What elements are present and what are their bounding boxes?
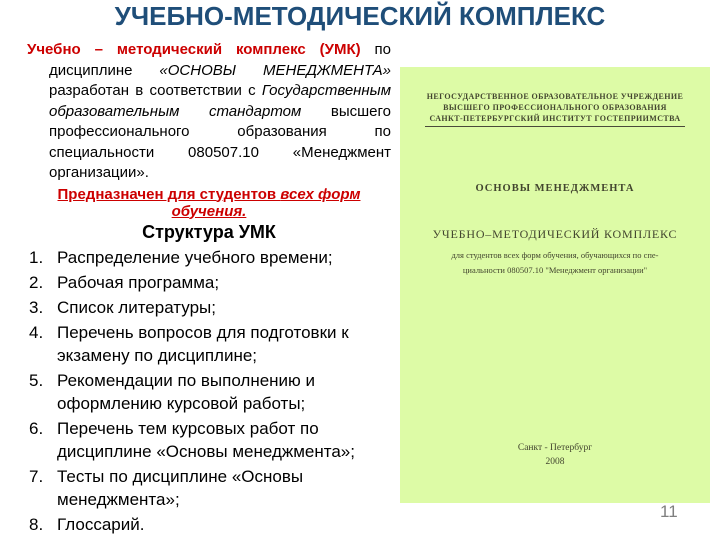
list-item-5: Рекомендации по выполнению и оформлению курсовой работы; — [57, 371, 316, 413]
list-item-8: Глоссарий. — [57, 515, 145, 534]
cover-institution-line-1: НЕГОСУДАРСТВЕННОЕ ОБРАЗОВАТЕЛЬНОЕ УЧРЕЖДЕНИЕ — [426, 92, 684, 101]
list-item-3: Список литературы; — [57, 298, 216, 317]
list-item-6: Перечень тем курсовых работ по дисциплине «Основы менеджмента»; — [57, 419, 355, 461]
list-item-7: Тесты по дисциплине «Основы менеджмента»; — [57, 467, 304, 509]
structure-heading: Структура УМК — [142, 221, 276, 242]
page-title: УЧЕБНО-МЕТОДИЧЕСКИЙ КОМПЛЕКС — [114, 1, 606, 31]
list-item-2: Рабочая программа; — [57, 273, 220, 292]
cover-audience-block — [400, 248, 710, 277]
cover-year: 2008 — [545, 457, 565, 467]
intro-paragraph — [27, 40, 391, 184]
intro-segment-3: высшего профессионального образования по специальности 080507.10 «Менеджмент организации». — [49, 102, 391, 181]
intro-lead-red: Учебно – методический комплекс (УМК) — [27, 41, 361, 58]
list-item-4: Перечень вопросов для подготовки к экзамену по дисциплине; — [57, 323, 349, 365]
cover-subject-title: ОСНОВЫ МЕНЕДЖМЕНТА — [475, 183, 635, 194]
audience-note — [27, 186, 391, 220]
intro-italic-standard: Государственным образовательным стандартом — [49, 82, 391, 120]
umk-structure-list — [25, 246, 391, 538]
cover-doc-type: УЧЕБНО–МЕТОДИЧЕСКИЙ КОМПЛЕКС — [432, 227, 678, 241]
audience-note-prefix: Предназначен для студентов — [57, 185, 281, 203]
cover-city: Санкт - Петербург — [517, 443, 593, 453]
slide-body-text — [27, 40, 391, 243]
intro-italic-course: «ОСНОВЫ МЕНЕДЖМЕНТА» — [159, 61, 391, 79]
cover-institution-line-3: САНКТ-ПЕТЕРБУРГСКИЙ ИНСТИТУТ ГОСТЕПРИИМСТВА — [429, 114, 681, 123]
intro-segment-1: по дисциплине — [49, 41, 391, 79]
cover-institution-line-2: ВЫСШЕГО ПРОФЕССИОНАЛЬНОГО ОБРАЗОВАНИЯ — [443, 103, 667, 112]
book-cover-image — [400, 67, 710, 503]
cover-audience-line-2: циальности 080507.10 "Менеджмент организации" — [462, 264, 648, 275]
audience-note-italic: всех форм обучения. — [171, 185, 361, 220]
cover-institution-block — [400, 91, 710, 124]
page-number: 11 — [660, 502, 678, 521]
intro-segment-2: разработан в соответствии с — [49, 82, 262, 99]
cover-divider-line — [425, 126, 685, 127]
list-item-1: Распределение учебного времени; — [57, 248, 333, 267]
cover-audience-line-1: для студентов всех форм обучения, обучающихся по спе- — [451, 250, 659, 260]
